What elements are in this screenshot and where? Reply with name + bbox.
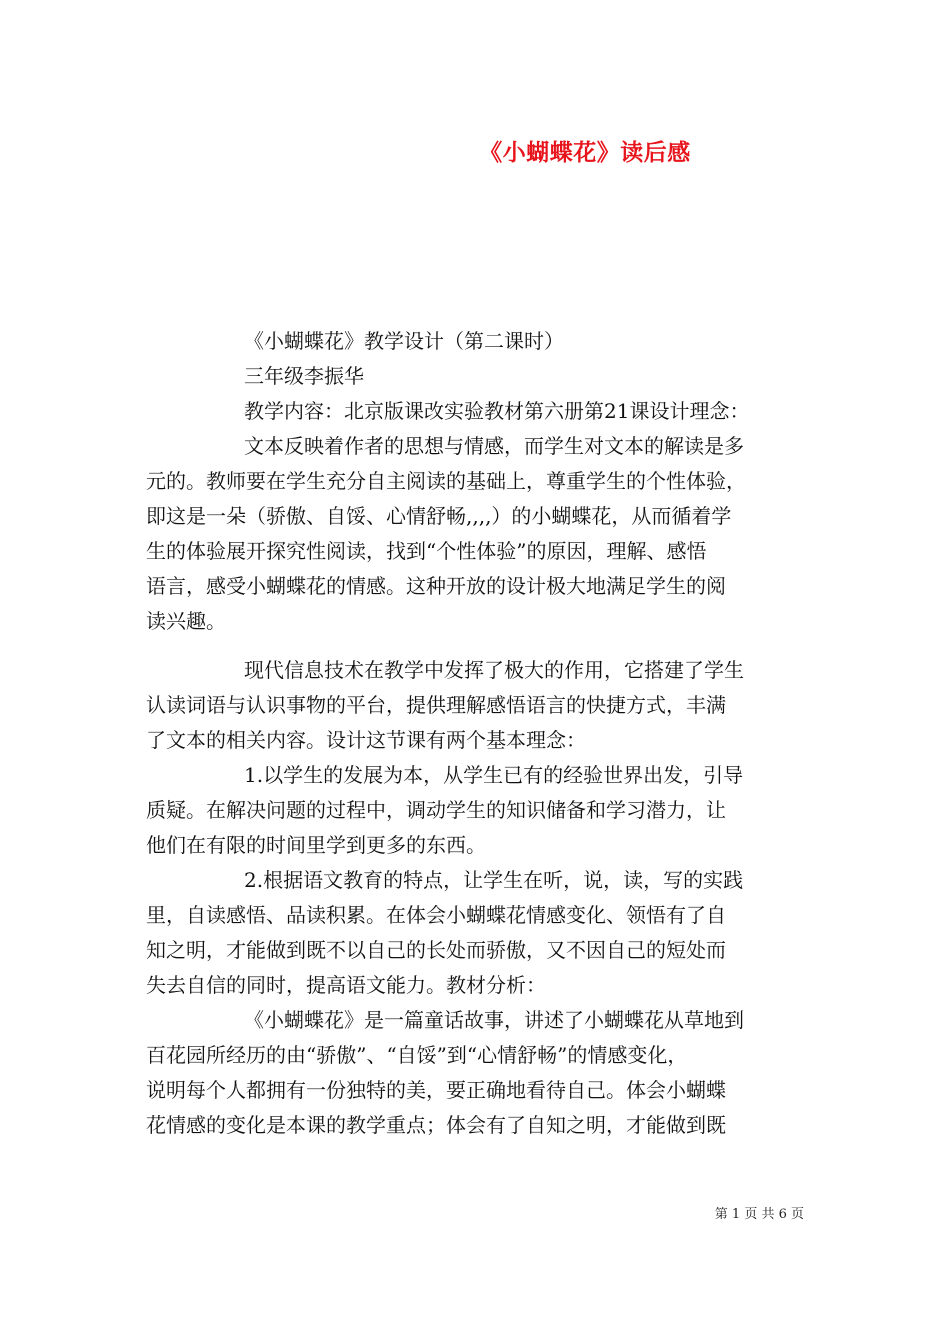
paragraph-line: 他们在有限的时间里学到更多的东西。 xyxy=(146,833,486,857)
paragraph-line: 现代信息技术在教学中发挥了极大的作用，它搭建了学生 xyxy=(244,658,744,682)
paragraph-line: 知之明，才能做到既不以自己的长处而骄傲，又不因自己的短处而 xyxy=(146,938,726,962)
paragraph-line: 失去自信的同时，提高语文能力。教材分析： xyxy=(146,973,546,997)
paragraph-line: 认读词语与认识事物的平台，提供理解感悟语言的快捷方式，丰满 xyxy=(146,693,726,717)
paragraph-line: 语言，感受小蝴蝶花的情感。这种开放的设计极大地满足学生的阅 xyxy=(146,574,726,598)
teaching-content-line: 教学内容：北京版课改实验教材第六册第21课设计理念： xyxy=(244,399,750,423)
paragraph-line: 里，自读感悟、品读积累。在体会小蝴蝶花情感变化、领悟有了自 xyxy=(146,903,726,927)
author-line: 三年级李振华 xyxy=(244,364,364,388)
paragraph-line: 百花园所经历的由“骄傲”、“自馁”到“心情舒畅”的情感变化， xyxy=(146,1043,688,1067)
document-body xyxy=(146,324,806,1143)
paragraph-4 xyxy=(146,863,806,1003)
paragraph-line: 元的。教师要在学生充分自主阅读的基础上，尊重学生的个性体验， xyxy=(146,469,746,493)
paragraph-3 xyxy=(146,758,806,863)
paragraph-line: 即这是一朵（骄傲、自馁、心情舒畅,,,,）的小蝴蝶花，从而循着学 xyxy=(146,504,732,528)
paragraph-line: 1.以学生的发展为本，从学生已有的经验世界出发，引导 xyxy=(244,763,744,787)
paragraph-line: 《小蝴蝶花》是一篇童话故事，讲述了小蝴蝶花从草地到 xyxy=(244,1008,744,1032)
lesson-heading: 《小蝴蝶花》教学设计（第二课时） xyxy=(244,329,564,353)
paragraph-line: 质疑。在解决问题的过程中，调动学生的知识储备和学习潜力，让 xyxy=(146,798,726,822)
paragraph-line: 读兴趣。 xyxy=(146,609,226,633)
paragraph-line: 2.根据语文教育的特点，让学生在听，说，读，写的实践 xyxy=(244,868,744,892)
paragraph-line: 了文本的相关内容。设计这节课有两个基本理念： xyxy=(146,728,586,752)
paragraph-line: 生的体验展开探究性阅读，找到“个性体验”的原因，理解、感悟 xyxy=(146,539,707,563)
page-number-footer: 第 1 页 共 6 页 xyxy=(714,1207,804,1222)
paragraph-1 xyxy=(146,429,806,639)
paragraph-5 xyxy=(146,1003,806,1143)
paragraph-line: 花情感的变化是本课的教学重点；体会有了自知之明，才能做到既 xyxy=(146,1113,726,1137)
paragraph-line: 文本反映着作者的思想与情感，而学生对文本的解读是多 xyxy=(244,434,744,458)
document-title: 《小蝴蝶花》读后感 xyxy=(479,139,691,166)
paragraph-line: 说明每个人都拥有一份独特的美，要正确地看待自己。体会小蝴蝶 xyxy=(146,1078,726,1102)
paragraph-2 xyxy=(146,653,806,758)
